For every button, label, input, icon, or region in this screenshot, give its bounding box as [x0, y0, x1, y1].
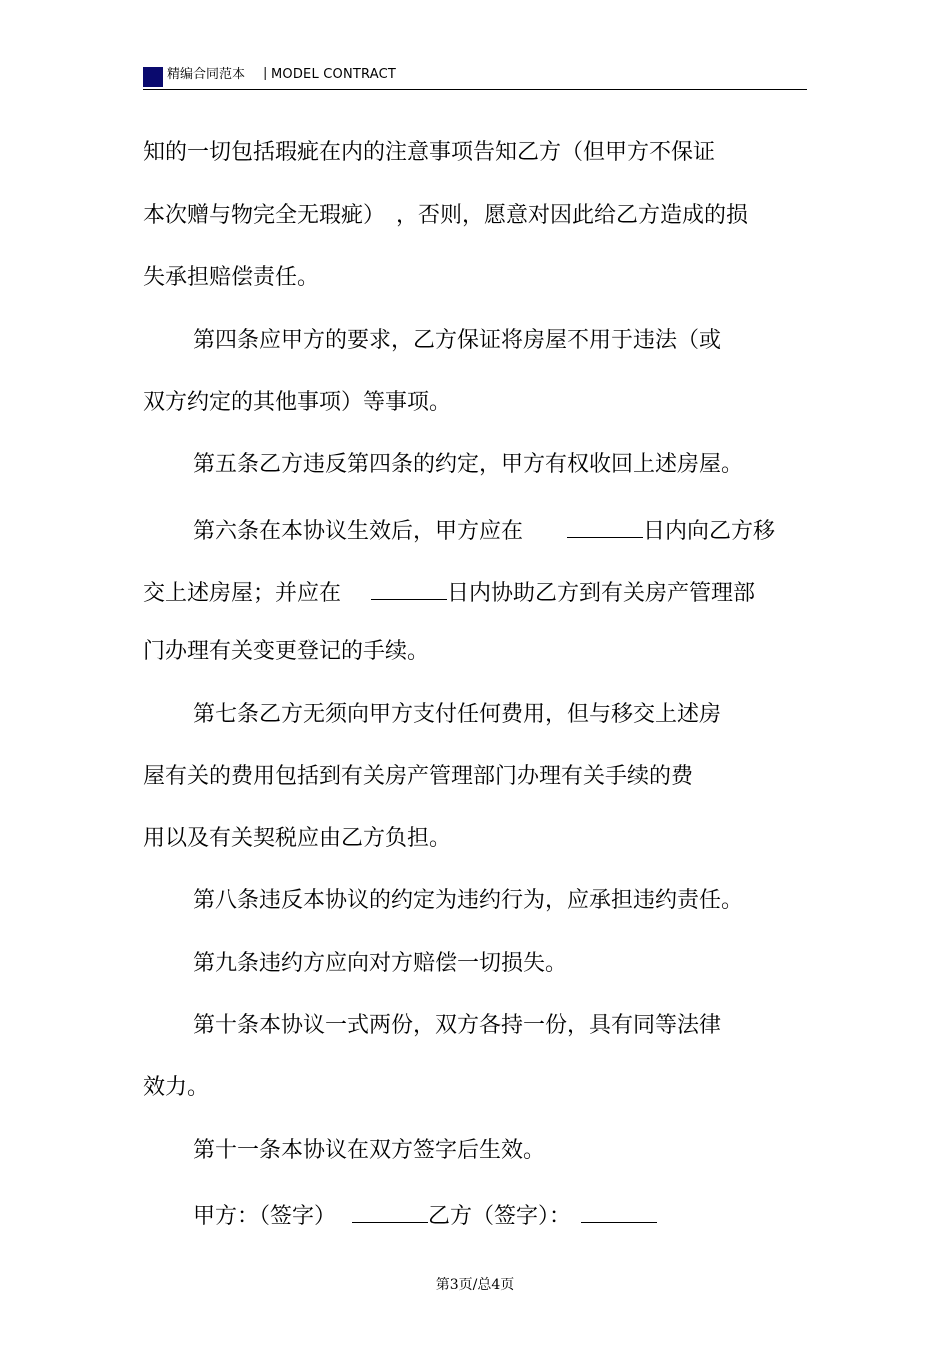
paragraph-line: 门办理有关变更登记的手续。: [143, 639, 430, 664]
clause-10: 第十条本协议一式两份，双方各持一份，具有同等法律: [193, 1013, 722, 1038]
clause-8: 第八条违反本协议的约定为违约行为，应承担违约责任。: [193, 888, 744, 913]
paragraph-line: [143, 575, 755, 609]
party-a-signature-blank: [352, 1198, 428, 1223]
clause-6-text-4: 日内协助乙方到有关房产管理部: [447, 581, 756, 606]
paragraph-line: 本次赠与物完全无瑕疵） ，否则，愿意对因此给乙方造成的损: [143, 203, 749, 228]
header-subtitle: MODEL CONTRACT: [271, 67, 397, 82]
clause-6: [193, 513, 775, 547]
paragraph-line: 知的一切包括瑕疵在内的注意事项告知乙方（但甲方不保证: [143, 140, 716, 165]
paragraph-line: 双方约定的其他事项）等事项。: [143, 390, 452, 415]
signature-line: [193, 1198, 657, 1232]
paragraph-line: 屋有关的费用包括到有关房产管理部门办理有关手续的费: [143, 764, 694, 789]
page-header: [143, 64, 807, 90]
blank-field: [371, 575, 447, 600]
clause-7: 第七条乙方无须向甲方支付任何费用，但与移交上述房: [193, 702, 722, 727]
party-b-label: 乙方（签字）：: [428, 1204, 572, 1229]
party-b-signature-blank: [581, 1198, 657, 1223]
header-title: 精编合同范本: [167, 67, 246, 82]
logo-square-icon: [143, 67, 163, 87]
paragraph-line: 效力。: [143, 1075, 210, 1100]
clause-4: 第四条应甲方的要求，乙方保证将房屋不用于违法（或: [193, 328, 722, 353]
clause-11: 第十一条本协议在双方签字后生效。: [193, 1138, 546, 1163]
header-separator: |: [263, 66, 268, 81]
clause-6-text-3: 交上述房屋；并应在: [143, 581, 342, 606]
paragraph-line: 用以及有关契税应由乙方负担。: [143, 826, 452, 851]
clause-5: 第五条乙方违反第四条的约定，甲方有权收回上述房屋。: [193, 452, 744, 477]
paragraph-line: 失承担赔偿责任。: [143, 265, 320, 290]
page-number: 第3页/总4页: [435, 1277, 515, 1293]
clause-9: 第九条违约方应向对方赔偿一切损失。: [193, 951, 568, 976]
clause-6-text: 第六条在本协议生效后，甲方应在: [193, 519, 524, 544]
clause-6-text-2: 日内向乙方移: [643, 519, 776, 544]
blank-field: [567, 513, 643, 538]
party-a-label: 甲方：（签字）: [193, 1204, 337, 1229]
